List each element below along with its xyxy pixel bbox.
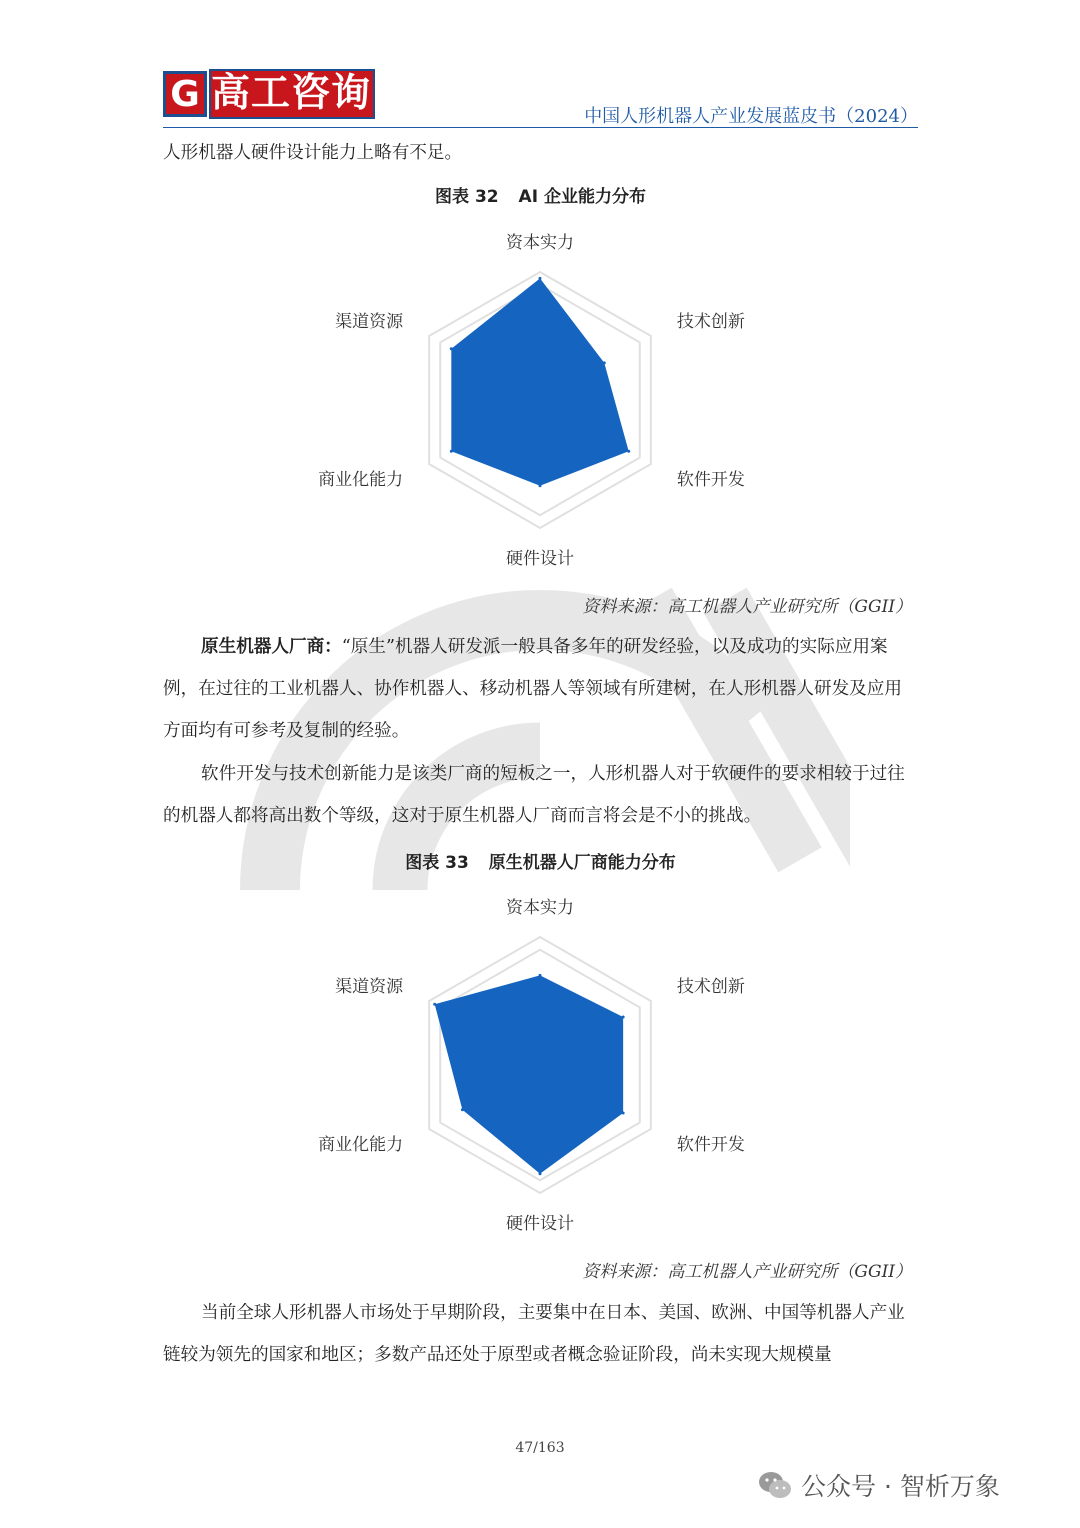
paragraph-lead: 原生机器人厂商： bbox=[201, 636, 342, 657]
figure-label: 图表 bbox=[405, 853, 440, 873]
logo-wordmark: 高工咨询 bbox=[209, 69, 375, 119]
radar-axis-label: 资本实力 bbox=[506, 898, 574, 918]
radar-series-area bbox=[451, 278, 628, 485]
radar-point-1 bbox=[622, 1016, 625, 1019]
radar-point-4 bbox=[450, 450, 453, 453]
radar-axis-label: 硬件设计 bbox=[506, 1214, 574, 1234]
wechat-icon bbox=[757, 1470, 793, 1500]
radar-axis-label: 硬件设计 bbox=[506, 549, 574, 569]
radar-point-1 bbox=[603, 361, 606, 364]
radar-axis-label: 渠道资源 bbox=[335, 977, 404, 997]
wechat-account: 公众号 · 智析万象 bbox=[801, 1472, 1000, 1501]
figure-label: 图表 bbox=[435, 187, 470, 207]
logo-mark: G bbox=[163, 71, 207, 117]
page-number: 47/163 bbox=[515, 1440, 565, 1456]
figure-33-source: 资料来源：高工机器人产业研究所（GGII） bbox=[582, 1262, 912, 1282]
paragraph-continuation: 人形机器人硬件设计能力上略有不足。 bbox=[163, 143, 463, 163]
radar-chart-ai-companies bbox=[300, 220, 780, 580]
radar-axis-label: 商业化能力 bbox=[318, 1135, 404, 1155]
radar-axis-label: 技术创新 bbox=[676, 977, 745, 997]
paragraph-market: 当前全球人形机器人市场处于早期阶段，主要集中在日本、美国、欧洲、中国等机器人产业链较为领先的国家和地区；多数产品还处于原型或者概念验证阶段，尚未实现大规模量 bbox=[163, 1303, 905, 1365]
radar-chart-native-makers bbox=[300, 885, 780, 1245]
figure-caption: 原生机器人厂商能力分布 bbox=[488, 853, 676, 873]
radar-point-3 bbox=[539, 484, 542, 487]
radar-axis-label: 商业化能力 bbox=[318, 470, 404, 490]
radar-point-2 bbox=[622, 1112, 625, 1115]
figure-33-title bbox=[163, 848, 918, 873]
paragraph-native-makers bbox=[163, 626, 918, 752]
paragraph-weakness: 软件开发与技术创新能力是该类厂商的短板之一，人形机器人对于软硬件的要求相较于过往的机器人都将高出数个等级，这对于原生机器人厂商而言将会是不小的挑战。 bbox=[163, 764, 905, 826]
radar-point-0 bbox=[539, 974, 542, 977]
radar-axis-label: 渠道资源 bbox=[335, 312, 404, 332]
radar-point-2 bbox=[627, 450, 630, 453]
radar-point-5 bbox=[433, 1003, 436, 1006]
document-title: 中国人形机器人产业发展蓝皮书（2024） bbox=[584, 106, 918, 127]
radar-point-4 bbox=[461, 1108, 464, 1111]
radar-axis-label: 技术创新 bbox=[676, 312, 745, 332]
radar-point-0 bbox=[539, 277, 542, 280]
wechat-attribution bbox=[757, 1467, 1000, 1503]
figure-number: 33 bbox=[445, 853, 469, 873]
radar-point-5 bbox=[450, 347, 453, 350]
radar-series-area bbox=[435, 975, 623, 1173]
figure-number: 32 bbox=[474, 187, 499, 207]
header-divider bbox=[163, 127, 918, 128]
radar-axis-label: 软件开发 bbox=[676, 1135, 745, 1155]
radar-point-3 bbox=[539, 1172, 542, 1175]
figure-32-source: 资料来源：高工机器人产业研究所（GGII） bbox=[582, 597, 912, 617]
radar-axis-label: 资本实力 bbox=[506, 233, 574, 253]
figure-32-title bbox=[163, 182, 918, 207]
radar-axis-label: 软件开发 bbox=[676, 470, 745, 490]
figure-caption: AI 企业能力分布 bbox=[518, 187, 646, 207]
paragraph-text: “原生”机器人研发派一般具备多年的研发经验，以及成功的实际应用案例，在过往的工业机器人、协作机器人、移动机器人等领域有所建树，在人形机器人研发及应用方面均有可参考及复制的经验。 bbox=[163, 637, 902, 741]
company-logo bbox=[163, 67, 375, 121]
